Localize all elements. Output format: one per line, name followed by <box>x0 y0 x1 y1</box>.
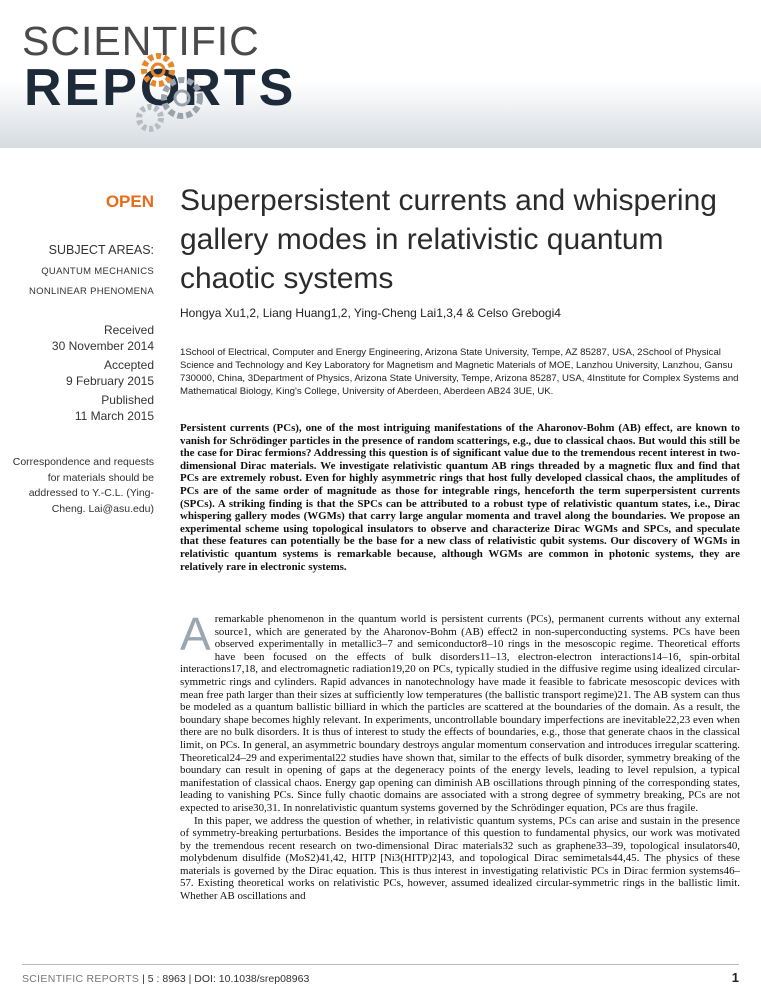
body-paragraph-1-text: remarkable phenomenon in the quantum world is persistent currents (PCs), permanent currents without any external source1, which are generated by the Aharonov-Bohm (AB) effect2 in non-superconducting systems. PCs have been observed experimentally in metallic3–7 and semiconductor8–10 rings in the mesoscopic regime. Theoretical efforts have been focused on the effects of bulk disorders11–13, electron-electron interactions14–16, spin-orbital interactions17,18, and electromagnetic radiation19,20 on PCs, typically studied in the diffusive regime using idealized circular-symmetric rings and cylinders. Rapid advances in nanotechnology have made it feasible to fabricate mesoscopic devices with mean free path larger than their sizes at sufficiently low temperatures (the ballistic transport regime)21. The AB system can thus be modeled as a quantum ballistic billiard in which the particles are scattered at the boundaries of the domain. As a result, the boundary shape becomes highly relevant. In experiments, uncontrollable boundary imperfections are inevitable22,23 even when there are no bulk disorders. It is thus of interest to study the effects of boundaries, e.g., those that generate chaos in the classical limit, on PCs. In general, an asymmetric boundary destroys angular momentum conservation and introduces irregular scattering. Theoretical24–29 and experimental22 studies have shown that, similar to the effects of bulk disorder, symmetry breaking of the boundary can result in opening of gaps at the degeneracy points of the energy levels, leading to level repulsion, a typical manifestation of classical chaos. Energy gap opening can diminish AB oscillations through pinning of the corresponding states, leading to vanishing PCs. Since fully chaotic domains are associated with a strong degree of symmetry breaking, PCs are not expected to arise30,31. In nonrelativistic quantum systems governed by the Schrödinger equation, PCs are thus fragile. <box>180 613 740 814</box>
received-label: Received <box>103 323 154 337</box>
footer-doi: | 5 : 8963 | DOI: 10.1038/srep08963 <box>142 973 310 985</box>
footer-citation <box>22 973 309 985</box>
open-access-label: OPEN <box>105 192 154 211</box>
correspondence-note: Correspondence and requests for materials should be addressed to Y.-C.L. (Ying-Cheng. Lai@asu.edu) <box>12 456 154 515</box>
subject-areas-heading: SUBJECT AREAS: <box>48 243 154 257</box>
received-date: 30 November 2014 <box>51 339 154 353</box>
footer-divider <box>22 964 739 965</box>
affiliations: 1School of Electrical, Computer and Energy Engineering, Arizona State University, Tempe, AZ 85287, USA, 2School of Physical Science and Technology and Key Laboratory for Magnetism and Magnetic Materials of MOE, Lanzhou University, Lanzhou, Gansu 730000, China, 3Department of Physics, Arizona State University, Tempe, Arizona 85287, USA, 4Institute for Complex Systems and Mathematical Biology, King's College, University of Aberdeen, Aberdeen AB24 3UE, UK. <box>180 347 739 397</box>
article-body <box>180 608 740 903</box>
published-date: 11 March 2015 <box>74 409 154 423</box>
article-title: Superpersistent currents and whispering gallery modes in relativistic quantum chaotic systems <box>180 184 717 295</box>
subject-area-link[interactable]: NONLINEAR PHENOMENA <box>29 286 154 297</box>
abstract: Persistent currents (PCs), one of the most intriguing manifestations of the Aharonov-Bohm (AB) effect, are known to vanish for Schrödinger particles in the presence of random scatterings, e.g., due to classical chaos. But would this still be the case for Dirac fermions? Addressing this question is of significant value due to the tremendous recent interest in two-dimensional Dirac materials. We investigate relativistic quantum AB rings threaded by a magnetic flux and find that PCs are extremely robust. Even for highly asymmetric rings that host fully developed classical chaos, the amplitudes of PCs are of the same order of magnitude as those for integrable rings, henceforth the term superpersistent currents (SPCs). A striking finding is that the SPCs can be attributed to a robust type of relativistic quantum states, i.e., Dirac whispering gallery modes (WGMs) that carry large angular momenta and travel along the boundaries. We propose an experimental scheme using topological insulators to observe and characterize Dirac WGMs and SPCs, and speculate that these features can potentially be the base for a new class of relativistic qubit systems. Our discovery of WGMs in relativistic quantum systems is remarkable because, although WGMs are common in photonic systems, they are relatively rare in electronic systems. <box>180 422 740 573</box>
page-number: 1 <box>731 970 739 985</box>
gears-icon <box>120 40 230 150</box>
journal-name-top: SCIENTIFIC <box>22 18 260 64</box>
footer-journal-name: SCIENTIFIC REPORTS <box>22 973 140 985</box>
published-label: Published <box>101 393 154 407</box>
accepted-label: Accepted <box>103 358 154 372</box>
accepted-date: 9 February 2015 <box>65 374 154 388</box>
body-paragraph: In this paper, we address the question of whether, in relativistic quantum systems, PCs can arise and sustain in the presence of symmetry-breaking perturbations. Besides the importance of this question to fundamental physics, our work was motivated by the tremendous recent research on two-dimensional Dirac materials32 such as graphene33–39, topological insulators40, molybdenum disulfide (MoS2)41,42, HITP [Ni3(HITP)2]43, and topological Dirac semimetals44,45. The physics of these materials is governed by the Dirac equation. This is thus interest in investigating relativistic PCs in Dirac fermion systems46–57. Existing theoretical works on relativistic PCs, however, assumed idealized circular-symmetric rings in the ballistic limit. Whether AB oscillations and <box>180 814 740 903</box>
author-list: Hongya Xu1,2, Liang Huang1,2, Ying-Cheng Lai1,3,4 & Celso Grebogi4 <box>180 306 561 320</box>
subject-area-link[interactable]: QUANTUM MECHANICS <box>41 266 154 277</box>
journal-name-bottom: REPORTS <box>24 59 297 117</box>
body-paragraph <box>180 608 740 815</box>
drop-cap: A <box>180 608 211 660</box>
